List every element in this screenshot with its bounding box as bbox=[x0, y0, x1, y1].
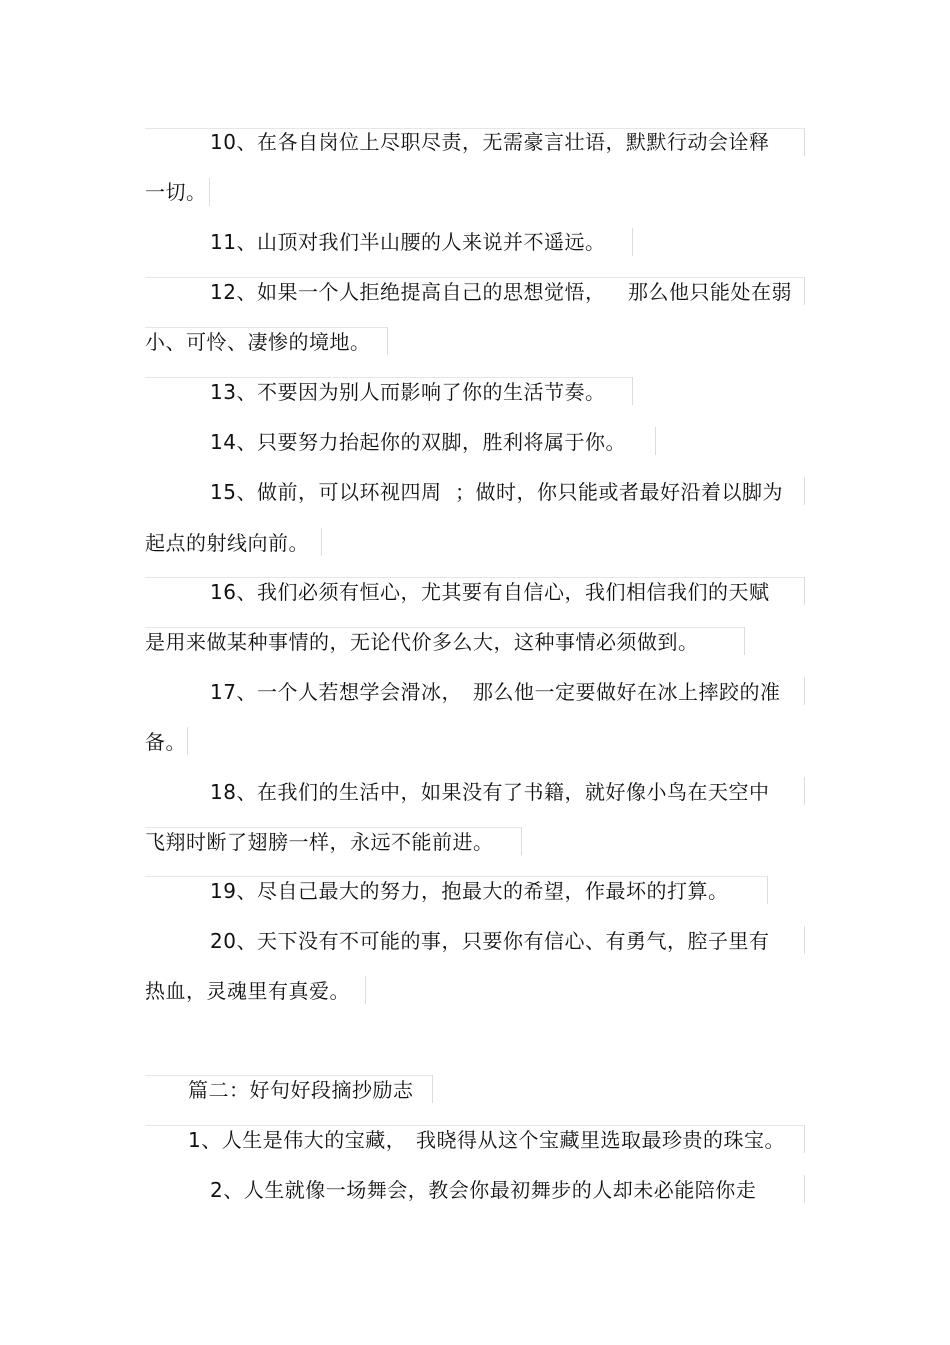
text-line: 小、可怜、凄惨的境地。 bbox=[145, 330, 371, 354]
row-bar bbox=[321, 528, 322, 556]
row-bar bbox=[632, 377, 633, 405]
text-line: 2、人生就像一场舞会，教会你最初舞步的人却未必能陪你走 bbox=[210, 1178, 757, 1202]
text-line: 那么他只能处在弱 bbox=[628, 280, 792, 304]
text-line: 13、不要因为别人而影响了你的生活节奏。 bbox=[210, 380, 606, 404]
row-bar bbox=[767, 876, 768, 904]
text-line: 飞翔时断了翅膀一样，永远不能前进。 bbox=[145, 830, 494, 854]
section-heading: 篇二：好句好段摘抄励志 bbox=[188, 1078, 414, 1102]
row-bar bbox=[804, 128, 805, 156]
text-line: 15、做前，可以环视四周 bbox=[210, 480, 442, 504]
text-line: 一切。 bbox=[145, 180, 207, 204]
text-line: 是用来做某种事情的，无论代价多么大，这种事情必须做到。 bbox=[145, 630, 699, 654]
row-bar bbox=[187, 727, 188, 755]
text-line: 起点的射线向前。 bbox=[145, 531, 309, 555]
row-bar bbox=[744, 627, 745, 655]
row-bar bbox=[804, 1125, 805, 1153]
row-bar bbox=[632, 228, 633, 256]
text-line: 17、一个人若想学会滑冰， bbox=[210, 680, 462, 704]
row-bar bbox=[804, 677, 805, 705]
row-rule bbox=[145, 827, 521, 828]
row-bar bbox=[655, 427, 656, 455]
text-line: 我晓得从这个宝藏里选取最珍贵的珠宝。 bbox=[416, 1128, 785, 1152]
row-bar bbox=[209, 178, 210, 206]
row-rule bbox=[145, 577, 805, 578]
text-line: 备。 bbox=[145, 730, 186, 754]
row-bar bbox=[804, 777, 805, 805]
row-bar bbox=[365, 976, 366, 1004]
text-line: 热血，灵魂里有真爱。 bbox=[145, 979, 350, 1003]
text-line: 1、人生是伟大的宝藏， bbox=[188, 1128, 407, 1152]
row-rule bbox=[145, 627, 745, 628]
row-bar bbox=[387, 327, 388, 355]
row-rule bbox=[145, 1125, 805, 1126]
row-rule bbox=[145, 327, 388, 328]
row-bar bbox=[804, 926, 805, 954]
row-bar bbox=[804, 577, 805, 605]
text-line: 那么他一定要做好在冰上摔跤的准 bbox=[473, 680, 781, 704]
text-line: 12、如果一个人拒绝提高自己的思想觉悟， bbox=[210, 280, 606, 304]
row-rule bbox=[145, 377, 633, 378]
row-bar bbox=[521, 827, 522, 855]
text-line: 11、山顶对我们半山腰的人来说并不遥远。 bbox=[210, 230, 606, 254]
text-line: ；做时，你只能或者最好沿着以脚为 bbox=[455, 480, 783, 504]
text-line: 19、尽自己最大的努力，抱最大的希望，作最坏的打算。 bbox=[210, 879, 729, 903]
row-bar bbox=[804, 1175, 805, 1203]
text-line: 18、在我们的生活中，如果没有了书籍，就好像小鸟在天空中 bbox=[210, 780, 770, 804]
row-rule bbox=[145, 277, 805, 278]
text-line: 16、我们必须有恒心，尤其要有自信心，我们相信我们的天赋 bbox=[210, 580, 770, 604]
row-rule bbox=[145, 1075, 433, 1076]
row-bar bbox=[804, 277, 805, 305]
row-rule bbox=[145, 876, 768, 877]
text-line: 10、在各自岗位上尽职尽责，无需豪言壮语，默默行动会诠释 bbox=[210, 130, 770, 154]
row-bar bbox=[432, 1075, 433, 1103]
row-bar bbox=[804, 477, 805, 505]
text-line: 14、只要努力抬起你的双脚，胜利将属于你。 bbox=[210, 430, 626, 454]
text-line: 20、天下没有不可能的事，只要你有信心、有勇气，腔子里有 bbox=[210, 929, 770, 953]
